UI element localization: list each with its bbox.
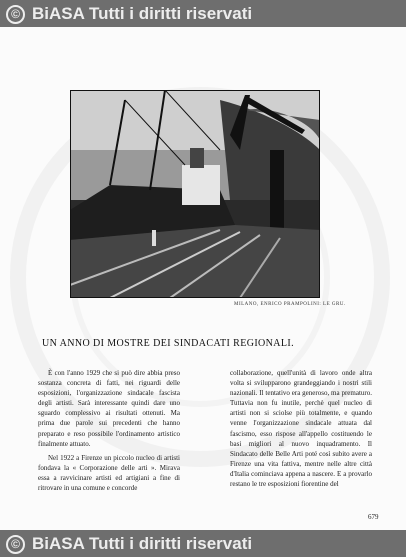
paragraph: Nel 1922 a Firenze un piccolo nucleo di artisti fondava la « Corporazione delle arti ». Mirava essa a ravvicinare artisti ed artigiani a fine di ritrovare in una comune e concorde — [38, 453, 180, 493]
watermark-text-top: BiASA Tutti i diritti riservati — [32, 4, 253, 23]
biasa-logo-icon: © — [6, 5, 25, 24]
article-column-left — [38, 368, 180, 493]
biasa-logo-icon: © — [6, 535, 25, 554]
watermark-banner-top — [0, 0, 406, 27]
harbor-cranes-photo — [70, 90, 320, 298]
paragraph: È con l'anno 1929 che si può dire abbia preso sostanza concreta di fatti, nei riguardi delle esposizioni, l'organizzazione sindacale fascista degli artisti. Sarà interessante quindi dare uno sguardo complessivo ai risultati ottenuti. Ma prima due parole sui precedenti che hanno preparato e reso possibile l'ordinamento artistico finalmente attuato. — [38, 369, 180, 448]
article-column-right — [230, 368, 372, 489]
paragraph: collaborazione, quell'unità di lavoro onde altra volta si svilupparono grandeggiando i nostri stili nazionali. Il tentativo era generoso, ma prematuro. Tuttavia non fu inutile, perchè quel nucleo di artisti non si sciolse più totalmente, e quando venne l'organizzazione sindacale attuata dal fascismo, esso rispose all'appello costituendo le basi migliori al nuovo inquadramento. Il Sindacato delle Belle Arti poté così subito avere a Firenze una vita fattiva, mentre nelle altre città d'Italia cominciava appena a nascere. E a provarlo restano le tre esposizioni fiorentine del — [230, 369, 372, 489]
document-page — [0, 27, 406, 530]
article-title: UN ANNO DI MOSTRE DEI SINDACATI REGIONALI. — [42, 338, 295, 349]
watermark-text-bottom: BiASA Tutti i diritti riservati — [32, 534, 253, 553]
photo-caption: MILANO, ENRICO PRAMPOLINI: LE GRU. — [234, 302, 346, 307]
page-number: 679 — [368, 513, 379, 521]
watermark-banner-bottom — [0, 530, 406, 557]
